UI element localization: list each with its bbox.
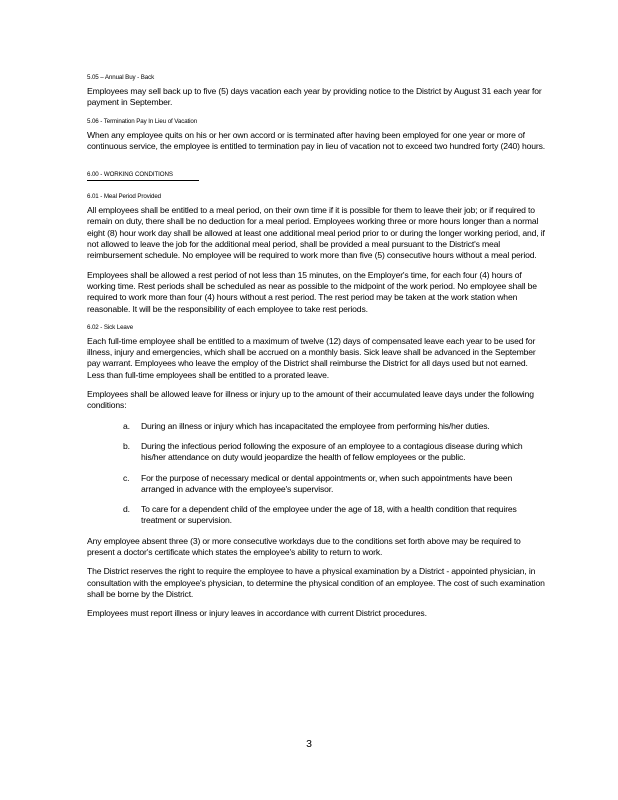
section-5-05 xyxy=(87,74,547,109)
list-item xyxy=(87,473,547,496)
list-item-label: a. xyxy=(123,420,130,431)
paragraph: The District reserves the right to require the employee to have a physical examination by a District - appointed physician, in consultation with the employee's physician, to determine the physical condition of an employee. The cost of such examination shall be borne by the District. xyxy=(87,566,545,599)
paragraph: All employees shall be entitled to a meal period, on their own time if it is possible for them to leave their job; or if required to remain on duty, there shall be no deduction for a meal period. Employees working three or more hours longer than a normal eight (8) hour work day shall be allowed at least one additional meal period prior to or during the longer working period, and, if not allowed to leave the job for the additional meal period, shall be provided a meal pursuant to the District's meal reimbursement schedule. No employee will be required to work more than five (5) consecutive hours without a meal period. xyxy=(87,205,545,261)
list-item xyxy=(87,421,547,432)
list-item xyxy=(87,441,547,464)
list-item-label: b. xyxy=(123,440,130,451)
paragraph: Employees must report illness or injury leaves in accordance with current District procedures. xyxy=(87,608,427,619)
list-item-label: c. xyxy=(123,472,130,483)
paragraph: Employees shall be allowed a rest period of not less than 15 minutes, on the Employer's time, for each four (4) hours of working time. Rest periods shall be scheduled as near as possible to the midpoint of the work period. No employee shall be required to work more than four (4) hours without a rest period. The rest period may be taken at the work station when reasonable. It will be the responsibility of each employee to take rest periods. xyxy=(87,269,537,314)
section-heading: 6.02 - Sick Leave xyxy=(87,323,134,331)
paragraph: Each full-time employee shall be entitled to a maximum of twelve (12) days of compensated leave each year to be used for illness, injury and emergencies, which shall be accrued on a monthly basis. Sick leave shall be advanced in the September pay warrant. Employees who leave the employ of the District shall reimburse the District for all days used but not earned. Less than full-time employees shall be entitled to a prorated leave. xyxy=(87,335,536,380)
section-heading-6-00: 6.00 - WORKING CONDITIONS xyxy=(87,171,199,181)
section-heading: 5.06 - Termination Pay In Lieu of Vacation xyxy=(87,117,198,125)
section-6-02 xyxy=(87,324,547,620)
list-item-text: During the infectious period following the exposure of an employee to a contagious disease during which his/her attendance on duty would jeopardize the health of fellow employees or the public. xyxy=(141,440,523,463)
conditions-list xyxy=(87,421,547,527)
list-item-label: d. xyxy=(123,504,130,515)
section-heading: 6.01 - Meal Period Provided xyxy=(87,193,161,201)
paragraph: Employees may sell back up to five (5) days vacation each year by providing notice to the District by August 31 each year for payment in September. xyxy=(87,86,542,108)
list-item-text: For the purpose of necessary medical or dental appointments or, when such appointments have been arranged in advance with the employee's supervisor. xyxy=(141,472,513,494)
paragraph: Employees shall be allowed leave for illness or injury up to the amount of their accumulated leave days under the following conditions: xyxy=(87,389,534,411)
list-item-text: To care for a dependent child of the employee under the age of 18, with a health condition that requires treatment or supervision. xyxy=(141,504,517,526)
section-6-01 xyxy=(87,193,547,315)
paragraph: When any employee quits on his or her own accord or is terminated after having been employed for one year or more of continuous service, the employee is entitled to termination pay in lieu of vacation not to exceed two hundred forty (240) hours. xyxy=(87,129,546,151)
paragraph: Any employee absent three (3) or more consecutive workdays due to the conditions set forth above may be required to present a doctor's certificate which states the employee's ability to return to work. xyxy=(87,535,521,558)
section-5-06 xyxy=(87,118,547,153)
document-page xyxy=(87,74,547,629)
section-heading: 5.05 – Annual Buy - Back xyxy=(87,74,155,81)
list-item-text: During an illness or injury which has incapacitated the employee from performing his/her duties. xyxy=(141,420,490,431)
list-item xyxy=(87,504,547,527)
page-number: 3 xyxy=(306,738,312,750)
